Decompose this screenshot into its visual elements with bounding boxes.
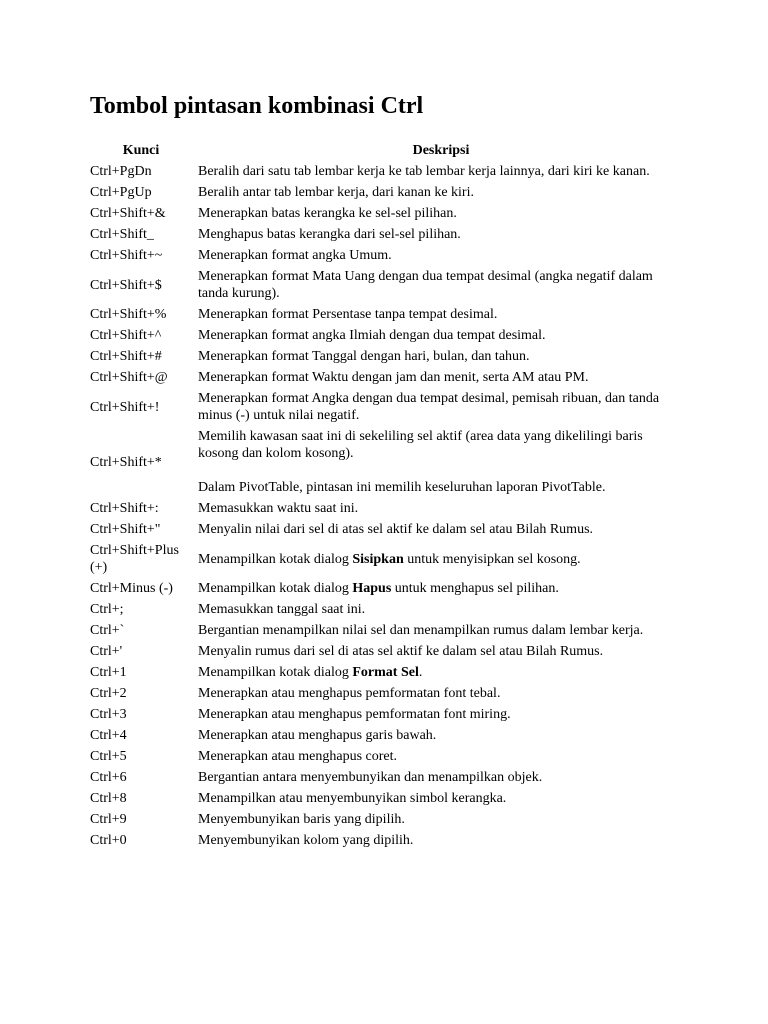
table-row <box>87 704 687 725</box>
description-text: Menerapkan batas kerangka ke sel-sel pilihan. <box>198 206 457 221</box>
shortcut-key: Ctrl+0 <box>90 833 127 848</box>
description-paragraph <box>198 479 684 496</box>
shortcut-description <box>195 725 687 746</box>
shortcut-description <box>195 426 687 498</box>
shortcut-key: Ctrl+Shift+! <box>90 399 160 415</box>
description-paragraph <box>198 348 684 365</box>
description-paragraph <box>198 685 684 702</box>
shortcut-key: Ctrl+Shift+$ <box>90 277 162 293</box>
description-paragraph <box>198 664 684 681</box>
table-row <box>87 788 687 809</box>
table-row <box>87 367 687 388</box>
table-row <box>87 519 687 540</box>
shortcut-key: Ctrl+` <box>90 623 125 638</box>
shortcut-description <box>195 498 687 519</box>
description-text: Menampilkan atau menyembunyikan simbol kerangka. <box>198 791 507 806</box>
description-text: Beralih antar tab lembar kerja, dari kanan ke kiri. <box>198 185 474 200</box>
description-paragraph <box>198 580 684 597</box>
description-text: untuk menyisipkan sel kosong. <box>403 551 581 567</box>
table-row <box>87 304 687 325</box>
description-paragraph <box>198 832 684 849</box>
description-paragraph <box>198 369 684 386</box>
description-paragraph <box>198 247 684 264</box>
description-paragraph <box>198 226 684 243</box>
shortcut-description <box>195 367 687 388</box>
table-row <box>87 830 687 851</box>
table-row <box>87 266 687 304</box>
description-text: Menampilkan kotak dialog <box>198 551 353 567</box>
shortcut-key: Ctrl+Shift+: <box>90 501 159 516</box>
description-text: Menerapkan format angka Umum. <box>198 248 392 263</box>
description-text: . <box>418 665 423 680</box>
shortcut-key: Ctrl+8 <box>90 791 127 806</box>
shortcut-key: Ctrl+Shift+# <box>90 349 162 364</box>
bold-term: Format Sel <box>352 665 419 680</box>
description-paragraph <box>198 790 684 807</box>
table-header-row <box>87 140 687 161</box>
bold-term: Hapus <box>352 581 392 596</box>
column-header-description: Deskripsi <box>412 143 470 158</box>
table-row <box>87 683 687 704</box>
description-paragraph <box>198 727 684 744</box>
shortcut-key: Ctrl+Shift+Plus (+) <box>90 543 179 575</box>
table-row <box>87 224 687 245</box>
shortcut-description <box>195 161 687 182</box>
table-row <box>87 767 687 788</box>
table-row <box>87 809 687 830</box>
shortcut-key: Ctrl+5 <box>90 749 127 764</box>
description-paragraph <box>198 811 684 828</box>
description-text: Menerapkan atau menghapus pemformatan font miring. <box>198 707 511 722</box>
description-paragraph <box>198 521 684 538</box>
description-paragraph <box>198 706 684 723</box>
description-paragraph <box>198 205 684 222</box>
description-paragraph <box>198 500 684 517</box>
table-row <box>87 662 687 683</box>
shortcut-key: Ctrl+Shift+" <box>90 522 161 537</box>
shortcut-description <box>195 182 687 203</box>
shortcut-description <box>195 767 687 788</box>
shortcut-key: Ctrl+Shift+~ <box>90 248 163 263</box>
shortcut-key: Ctrl+Shift+% <box>90 307 167 322</box>
description-text: Dalam PivotTable, pintasan ini memilih keseluruhan laporan PivotTable. <box>198 480 606 495</box>
description-paragraph <box>198 601 684 618</box>
description-text: untuk menghapus sel pilihan. <box>391 581 559 596</box>
shortcut-description <box>195 746 687 767</box>
table-body <box>87 161 687 851</box>
shortcut-description <box>195 662 687 683</box>
shortcut-key: Ctrl+3 <box>90 707 127 722</box>
table-row <box>87 578 687 599</box>
shortcut-key: Ctrl+1 <box>90 665 127 680</box>
shortcut-key: Ctrl+Shift+^ <box>90 328 162 343</box>
shortcut-description <box>195 578 687 599</box>
description-paragraph <box>198 748 684 765</box>
shortcut-description <box>195 540 687 578</box>
description-paragraph <box>198 643 684 660</box>
description-paragraph <box>198 306 684 323</box>
shortcut-key: Ctrl+Shift+@ <box>90 370 168 385</box>
shortcut-description <box>195 809 687 830</box>
shortcut-key: Ctrl+Shift+* <box>90 454 162 470</box>
description-text: Menyalin nilai dari sel di atas sel aktif ke dalam sel atau Bilah Rumus. <box>198 522 594 537</box>
table-row <box>87 641 687 662</box>
description-text: Menyalin rumus dari sel di atas sel aktif ke dalam sel atau Bilah Rumus. <box>198 644 604 659</box>
shortcut-key: Ctrl+Shift+& <box>90 206 166 221</box>
description-paragraph <box>198 268 684 302</box>
page-title: Tombol pintasan kombinasi Ctrl <box>90 93 424 119</box>
description-text: Menerapkan atau menghapus garis bawah. <box>198 728 437 743</box>
description-text: Menerapkan format Persentase tanpa tempat desimal. <box>198 307 498 322</box>
shortcut-key: Ctrl+4 <box>90 728 127 743</box>
description-text: Menerapkan format Waktu dengan jam dan menit, serta AM atau PM. <box>198 370 589 385</box>
description-text: Menerapkan atau menghapus pemformatan font tebal. <box>198 686 501 701</box>
table-row <box>87 388 687 426</box>
shortcut-key: Ctrl+Minus (-) <box>90 581 173 596</box>
table-row <box>87 182 687 203</box>
shortcut-key: Ctrl+6 <box>90 770 127 785</box>
table-row <box>87 325 687 346</box>
description-text: Menerapkan format Tanggal dengan hari, bulan, dan tahun. <box>198 349 530 364</box>
table-row <box>87 540 687 578</box>
shortcut-description <box>195 641 687 662</box>
description-text: Memilih kawasan saat ini di sekeliling sel aktif (area data yang dikelilingi baris kosong dan kolom kosong). <box>198 429 643 461</box>
shortcut-description <box>195 304 687 325</box>
description-text: Menerapkan format Angka dengan dua tempat desimal, pemisah ribuan, dan tanda minus (-) untuk nilai negatif. <box>198 391 660 423</box>
description-paragraph <box>198 184 684 201</box>
shortcut-key: Ctrl+PgDn <box>90 164 152 179</box>
description-paragraph <box>198 327 684 344</box>
column-header-key: Kunci <box>122 143 160 158</box>
description-text: Menampilkan kotak dialog <box>198 665 353 680</box>
description-text: Bergantian menampilkan nilai sel dan menampilkan rumus dalam lembar kerja. <box>198 623 644 638</box>
shortcut-description <box>195 704 687 725</box>
shortcut-description <box>195 325 687 346</box>
shortcut-description <box>195 346 687 367</box>
shortcut-description <box>195 620 687 641</box>
description-text: Menyembunyikan kolom yang dipilih. <box>198 833 414 848</box>
table-row <box>87 725 687 746</box>
description-paragraph <box>198 390 684 424</box>
shortcut-description <box>195 266 687 304</box>
description-text: Bergantian antara menyembunyikan dan menampilkan objek. <box>198 770 543 785</box>
description-text: Menampilkan kotak dialog <box>198 581 353 596</box>
shortcut-description <box>195 599 687 620</box>
description-text: Menghapus batas kerangka dari sel-sel pilihan. <box>198 227 461 242</box>
description-paragraph <box>198 163 684 180</box>
table-row <box>87 245 687 266</box>
shortcut-key: Ctrl+' <box>90 644 123 659</box>
table-row <box>87 161 687 182</box>
table-row <box>87 426 687 498</box>
shortcut-key: Ctrl+2 <box>90 686 127 701</box>
shortcut-key: Ctrl+Shift_ <box>90 227 154 242</box>
bold-term: Sisipkan <box>352 551 404 567</box>
description-paragraph <box>198 551 684 568</box>
table-row <box>87 620 687 641</box>
shortcut-key: Ctrl+; <box>90 602 124 617</box>
description-text: Beralih dari satu tab lembar kerja ke tab lembar kerja lainnya, dari kiri ke kanan. <box>198 164 650 179</box>
table-row <box>87 599 687 620</box>
table-row <box>87 498 687 519</box>
shortcut-key: Ctrl+9 <box>90 812 127 827</box>
shortcut-description <box>195 788 687 809</box>
table-row <box>87 203 687 224</box>
shortcut-table <box>87 140 687 851</box>
shortcut-description <box>195 830 687 851</box>
shortcut-key: Ctrl+PgUp <box>90 185 152 200</box>
description-text: Menerapkan atau menghapus coret. <box>198 749 398 764</box>
description-text: Memasukkan tanggal saat ini. <box>198 602 366 617</box>
description-text: Menerapkan format angka Ilmiah dengan dua tempat desimal. <box>198 328 546 343</box>
shortcut-description <box>195 388 687 426</box>
shortcut-description <box>195 224 687 245</box>
shortcut-description <box>195 245 687 266</box>
description-paragraph <box>198 769 684 786</box>
description-text: Menerapkan format Mata Uang dengan dua tempat desimal (angka negatif dalam tanda kurung). <box>198 269 653 301</box>
table-row <box>87 346 687 367</box>
description-text: Memasukkan waktu saat ini. <box>198 501 359 516</box>
shortcut-description <box>195 519 687 540</box>
description-paragraph <box>198 622 684 639</box>
table-row <box>87 746 687 767</box>
description-paragraph <box>198 428 684 462</box>
shortcut-description <box>195 203 687 224</box>
description-text: Menyembunyikan baris yang dipilih. <box>198 812 405 827</box>
shortcut-description <box>195 683 687 704</box>
